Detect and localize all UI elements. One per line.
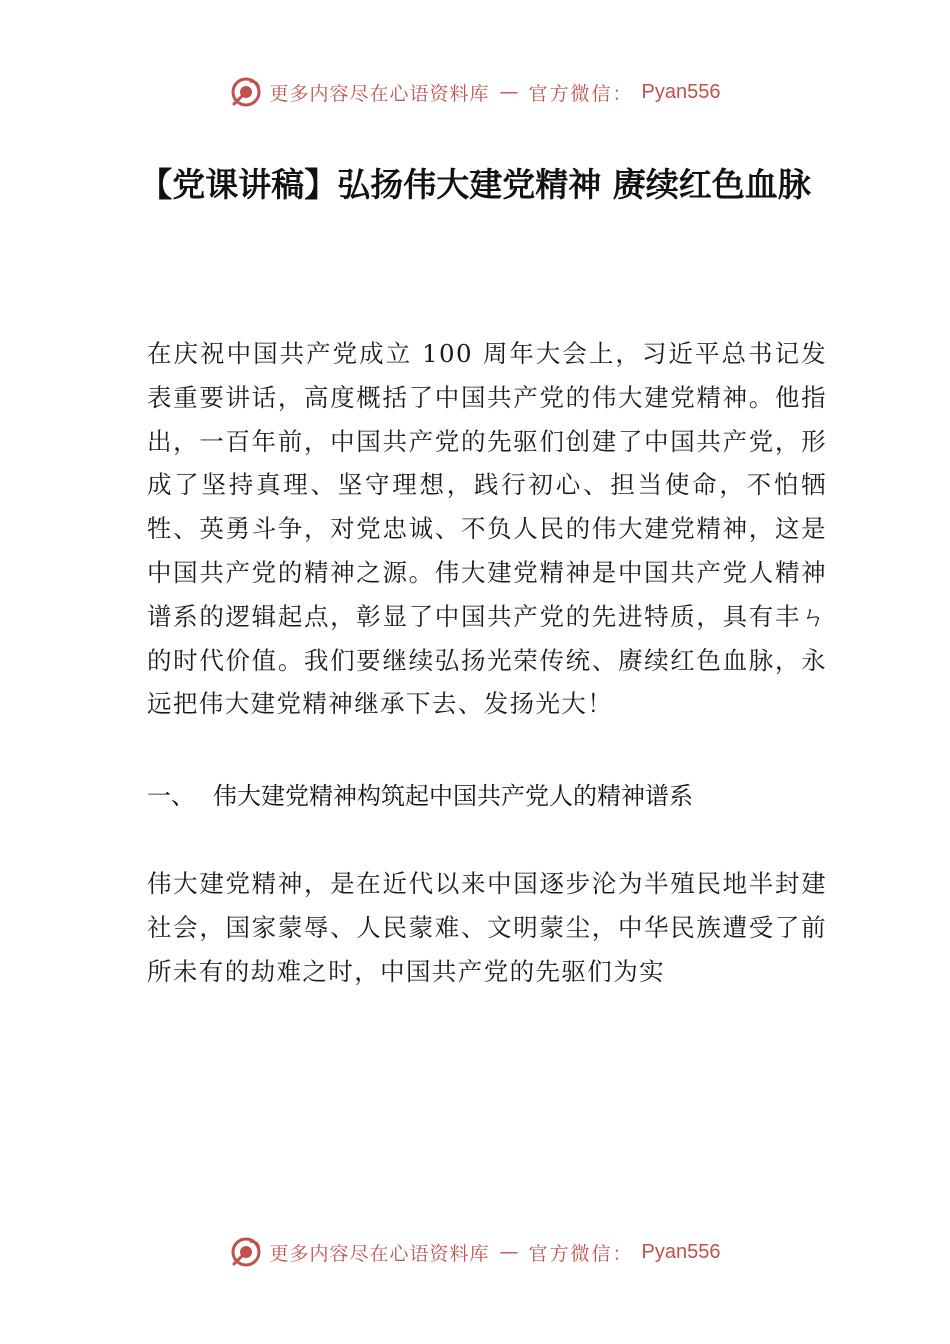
watermark-separator: — [499,81,519,103]
wechat-id: Pyan556 [641,1240,721,1263]
brand-logo-icon [230,1236,262,1268]
missing-glyph: ㄣ [801,601,827,631]
section-paragraph: 伟大建党精神，是在近代以来中国逐步沦为半殖民地半封建社会，国家蒙辱、人民蒙难、文明蒙尘，中华民族遭受了前所未有的劫难之时，中国共产党的先驱们为实 [147,869,827,986]
wechat-id: Pyan556 [641,80,721,103]
watermark-text: 更多内容尽在心语资料库 [269,82,490,105]
header-watermark [0,72,950,112]
intro-paragraph [147,332,827,726]
document-title: 【党课讲稿】弘扬伟大建党精神 赓续红色血脉 [139,165,811,204]
wechat-label: 官方微信： [528,1242,634,1265]
intro-paragraph-part-2: 的时代价值。我们要继续弘扬光荣传统、赓续红色血脉，永远把伟大建党精神继承下去、发扬光大！ [147,645,827,719]
section-number: 一、 [147,782,195,810]
brand-logo-icon [230,76,262,108]
watermark-separator: — [499,1241,519,1263]
wechat-label: 官方微信： [528,82,634,105]
footer-watermark [0,1232,950,1272]
watermark-text: 更多内容尽在心语资料库 [269,1242,490,1265]
section-heading-text: 伟大建党精神构筑起中国共产党人的精神谱系 [213,782,693,810]
section-heading [147,776,827,816]
intro-paragraph-part-1: 在庆祝中国共产党成立 100 周年大会上，习近平总书记发表重要讲话，高度概括了中国共产党的伟大建党精神。他指出，一百年前，中国共产党的先驱们创建了中国共产党，形成了坚持真理、坚守理想，践行初心、担当使命，不怕牺牲、英勇斗争，对党忠诚、不负人民的伟大建党精神，这是中国共产党的精神之源。伟大建党精神是中国共产党人精神谱系的逻辑起点，彰显了中国共产党的先进特质，具有丰 [147,339,827,631]
